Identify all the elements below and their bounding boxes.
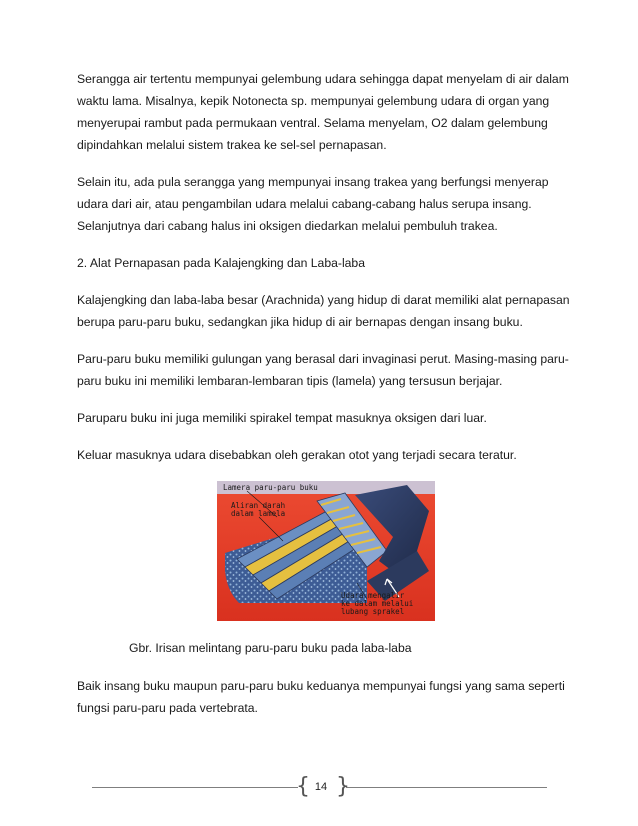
page-number: 14	[314, 781, 328, 793]
paragraph: Paru-paru buku memiliki gulungan yang berasal dari invaginasi perut. Masing-masing paru-paru buku ini memiliki lembaran-lembaran tipis (lamela) yang tersusun berjajar.	[77, 352, 569, 388]
paragraph: Keluar masuknya udara disebabkan oleh gerakan otot yang terjadi secara teratur.	[77, 448, 517, 462]
footer-rule-right	[346, 787, 547, 788]
paragraph: Kalajengking dan laba-laba besar (Arachnida) yang hidup di darat memiliki alat pernapasan berupa paru-paru buku, sedangkan jika hidup di air bernapas dengan insang buku.	[77, 293, 570, 329]
footer-bracket-left: {	[296, 774, 310, 799]
figure-caption: Gbr. Irisan melintang paru-paru buku pada laba-laba	[129, 641, 412, 655]
paragraph: Serangga air tertentu mempunyai gelembung udara sehingga dapat menyelam di air dalam waktu lama. Misalnya, kepik Notonecta sp. mempunyai gelembung udara di organ yang menyerupai rambut pada permukaan ventral. Selama menyelam, O2 dalam gelembung dipindahkan melalui sistem trakea ke sel-sel pernapasan.	[77, 72, 569, 152]
label-aliran-line2: dalam lamela	[231, 509, 286, 518]
paragraph: Paruparu buku ini juga memiliki spirakel tempat masuknya oksigen dari luar.	[77, 411, 487, 425]
label-udara-line3: lubang sprakel	[341, 607, 405, 616]
label-udara-line1: Udara mengalir	[341, 591, 405, 600]
label-aliran-line1: Aliran darah	[231, 501, 286, 510]
section-heading: 2. Alat Pernapasan pada Kalajengking dan Laba-laba	[77, 256, 365, 270]
label-lamela: Lamera paru-paru buku	[223, 483, 318, 492]
page-content	[77, 68, 577, 734]
book-lung-figure	[217, 481, 435, 621]
paragraph: Selain itu, ada pula serangga yang mempunyai insang trakea yang berfungsi menyerap udara dari air, atau pengambilan udara melalui cabang-cabang halus serupa insang. Selanjutnya dari cabang halus ini oksigen diedarkan melalui pembuluh trakea.	[77, 175, 549, 233]
footer-bracket-right: }	[336, 774, 350, 799]
label-udara-line2: ke dalam melalui	[341, 599, 414, 608]
page-footer	[92, 775, 547, 805]
footer-rule-left	[92, 787, 298, 788]
paragraph: Baik insang buku maupun paru-paru buku keduanya mempunyai fungsi yang sama seperti fungsi paru-paru pada vertebrata.	[77, 679, 565, 715]
book-lung-illustration	[217, 481, 435, 621]
